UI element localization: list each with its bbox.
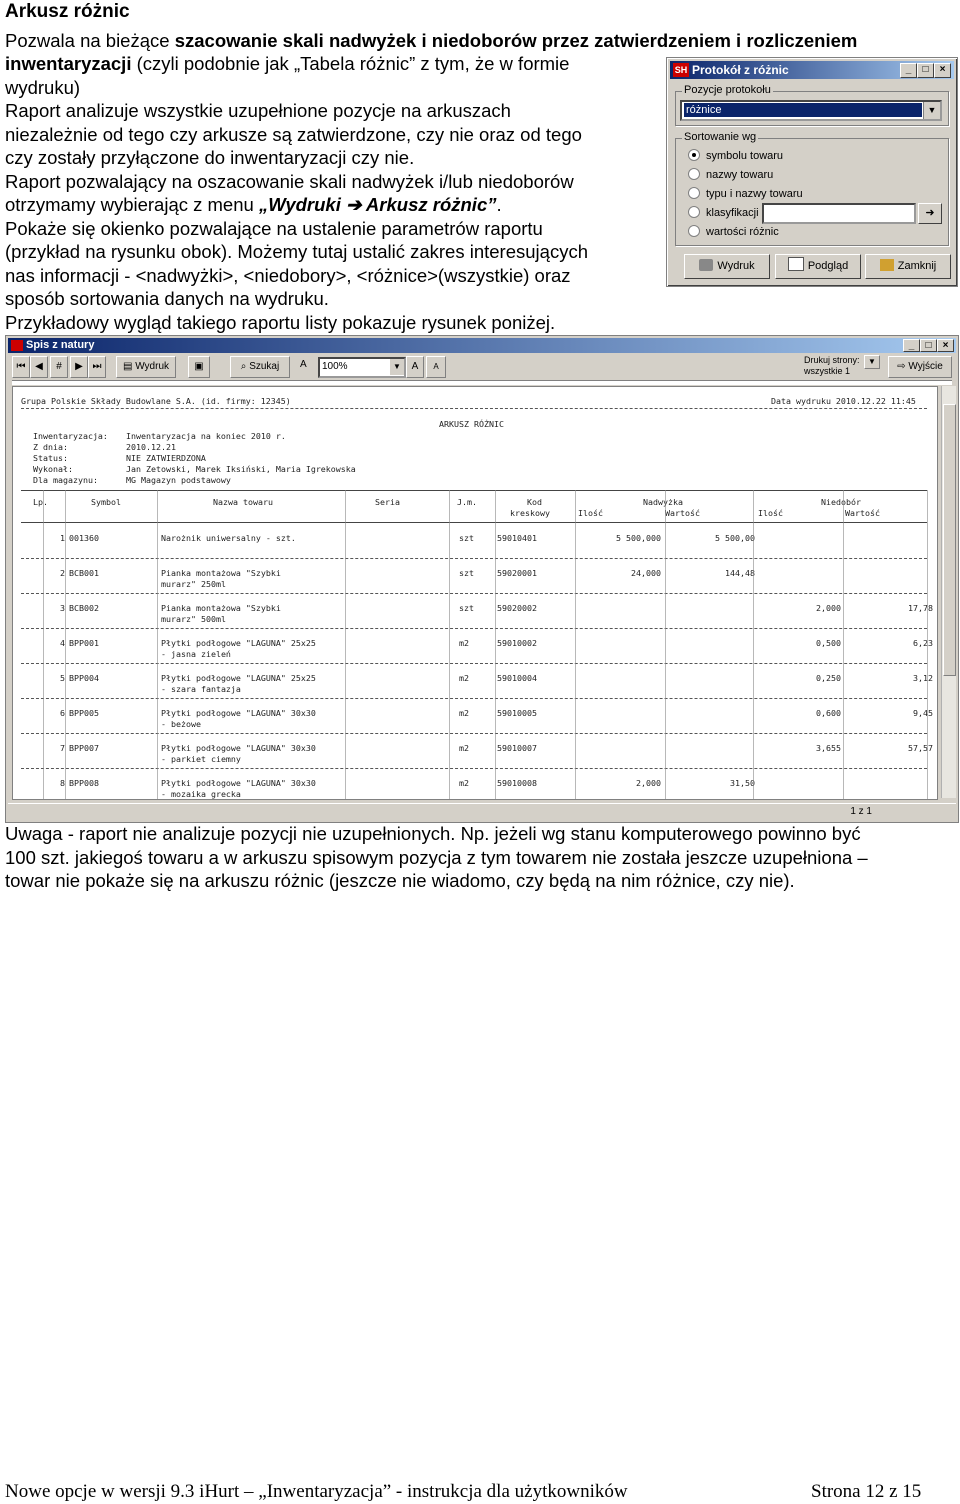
row-name: Pianka montażowa "Szybki — [161, 568, 281, 578]
intro-line-4: Raport analizuje wszystkie uzupełnione pozycje na arkuszach — [5, 100, 511, 121]
intro-line-5: niezależnie od tego czy arkusze są zatwierdzone, czy nie oraz od tego — [5, 124, 582, 145]
print-pages-value[interactable]: wszystkie 1 — [804, 366, 851, 376]
intro-line-7: Raport pozwalający na oszacowanie skali nadwyżek i/lub niedoborów — [5, 171, 574, 192]
toolbar-print-button[interactable]: ▤ Wydruk — [116, 356, 176, 378]
row-dwa: 3,12 — [913, 673, 933, 683]
col-header-value: Wartość — [845, 508, 880, 518]
column-separator — [65, 490, 66, 800]
row-name-2: murarz" 250ml — [161, 579, 226, 589]
printer-icon — [699, 259, 713, 271]
column-separator — [753, 490, 754, 800]
sort-radio-diff-value[interactable]: wartości różnic — [688, 225, 779, 239]
row-name-2: - parkiet ciemny — [161, 754, 241, 764]
sort-group — [675, 131, 949, 246]
report-company: Grupa Polskie Składy Budowlane S.A. (id. firmy: 12345) — [21, 396, 291, 406]
intro-line-2: inwentaryzacji (czyli podobnie jak „Tabela różnic” z tym, że w formie — [5, 53, 570, 74]
positions-group — [675, 84, 949, 126]
row-lp: 5 — [60, 673, 65, 683]
meta-key: Dla magazynu: — [33, 475, 98, 485]
intro-line-3: wydruku) — [5, 77, 81, 98]
column-separator — [843, 490, 844, 800]
positions-combo-value: różnice — [684, 103, 922, 117]
radio-icon — [688, 187, 700, 199]
col-header-name: Nazwa towaru — [213, 497, 273, 507]
column-separator — [157, 490, 158, 800]
chevron-down-icon[interactable]: ▼ — [923, 102, 940, 119]
row-barcode: 59020002 — [497, 603, 537, 613]
preview-title: Spis z natury — [26, 339, 95, 351]
row-name-2: - beżowe — [161, 719, 201, 729]
intro-line-11: nas informacji - <nadwyżki>, <niedobory>, <różnice>(wszystkie) oraz — [5, 265, 571, 286]
row-symbol: BCB002 — [69, 603, 99, 613]
meta-key: Inwentaryzacja: — [33, 431, 108, 441]
column-separator — [449, 490, 450, 800]
row-unit: szt — [459, 603, 474, 613]
note-line-3: towar nie pokaże się na arkuszu różnic (jeszcze nie wiadomo, czy będą na nim różnice, czy nie). — [5, 870, 795, 891]
menu-path: „Wydruki ➔ Arkusz różnic” — [258, 194, 497, 215]
document-icon — [788, 257, 804, 271]
note-line-1: Uwaga - raport nie analizuje pozycji nie uzupełnionych. Np. jeżeli wg stanu komputerowego powinno być — [5, 823, 861, 844]
row-dil: 3,655 — [816, 743, 841, 753]
intro-line-12: sposób sortowania danych na wydruku. — [5, 288, 329, 309]
col-header-symbol: Symbol — [91, 497, 121, 507]
row-dil: 2,000 — [816, 603, 841, 613]
door-icon — [880, 259, 894, 271]
preview-window — [5, 335, 959, 823]
row-barcode: 59010002 — [497, 638, 537, 648]
col-header-surplus: Nadwyżka — [643, 497, 683, 507]
row-name: Płytki podłogowe "LAGUNA" 25x25 — [161, 673, 316, 683]
column-separator — [345, 490, 346, 800]
row-barcode: 59010007 — [497, 743, 537, 753]
page-counter: 1 z 1 — [850, 806, 872, 817]
chevron-down-icon[interactable]: ▼ — [864, 355, 880, 369]
last-page-icon[interactable]: ⏭ — [88, 356, 106, 378]
row-dwa: 6,23 — [913, 638, 933, 648]
col-header-lp: Lp. — [33, 497, 48, 507]
report-print-date: Data wydruku 2010.12.22 11:45 — [771, 396, 916, 406]
row-symbol: BPP005 — [69, 708, 99, 718]
vertical-scrollbar[interactable] — [941, 386, 956, 798]
meta-key: Wykonał: — [33, 464, 73, 474]
row-name: Płytki podłogowe "LAGUNA" 30x30 — [161, 708, 316, 718]
row-nil: 2,000 — [636, 778, 661, 788]
row-nil: 24,000 — [631, 568, 661, 578]
printer-icon: ▤ — [122, 361, 136, 372]
intro-line-13: Przykładowy wygląd takiego raportu listy pokazuje rysunek poniżej. — [5, 312, 556, 333]
row-unit: szt — [459, 568, 474, 578]
row-symbol: BPP004 — [69, 673, 99, 683]
row-lp: 1 — [60, 533, 65, 543]
sort-radio-classification[interactable]: klasyfikacji — [688, 206, 759, 220]
row-barcode: 59010401 — [497, 533, 537, 543]
zoom-fit-icon[interactable]: A — [406, 356, 424, 378]
maximize-icon[interactable]: □ — [920, 339, 937, 352]
row-name: Pianka montażowa "Szybki — [161, 603, 281, 613]
column-separator — [665, 490, 666, 800]
row-lp: 8 — [60, 778, 65, 788]
row-nwa: 5 500,00 — [715, 533, 755, 543]
col-header-series: Seria — [375, 497, 400, 507]
sort-group-label: Sortowanie wg — [684, 131, 757, 143]
radio-icon — [688, 225, 700, 237]
first-page-icon[interactable]: ⏮ — [12, 356, 30, 378]
row-name-2: - mozaika grecka — [161, 789, 241, 799]
col-header-qty: Ilość — [758, 508, 783, 518]
row-dwa: 17,78 — [908, 603, 933, 613]
exit-button[interactable]: ⇨ Wyjście — [888, 356, 952, 378]
app-logo-icon — [11, 340, 23, 351]
report-title: ARKUSZ RÓŻNIC — [439, 419, 504, 429]
positions-combo[interactable] — [680, 100, 942, 121]
meta-value: 2010.12.21 — [126, 442, 176, 452]
dialog-titlebar — [670, 61, 954, 79]
intro-line-8: otrzymamy wybierając z menu „Wydruki ➔ Arkusz różnic”. — [5, 194, 502, 215]
minimize-icon[interactable]: _ — [903, 339, 920, 352]
col-header-shortage: Niedobór — [821, 497, 861, 507]
classification-input[interactable] — [762, 203, 916, 224]
row-unit: m2 — [459, 708, 469, 718]
row-nwa: 31,50 — [730, 778, 755, 788]
divider — [21, 408, 927, 409]
col-header-value: Wartość — [665, 508, 700, 518]
radio-icon — [688, 206, 700, 218]
row-name: Płytki podłogowe "LAGUNA" 30x30 — [161, 743, 316, 753]
scrollbar-thumb[interactable] — [943, 404, 956, 676]
report-page — [12, 386, 938, 800]
column-separator — [575, 490, 576, 800]
row-symbol: BCB001 — [69, 568, 99, 578]
close-button[interactable]: Zamknij — [865, 254, 951, 279]
meta-value: MG Magazyn podstawowy — [126, 475, 231, 485]
row-name-2: murarz" 500ml — [161, 614, 226, 624]
exit-icon: ⇨ — [897, 361, 909, 372]
app-logo-icon: SH — [674, 65, 688, 75]
row-nil: 5 500,000 — [616, 533, 661, 543]
footer-doc-title: Nowe opcje w wersji 9.3 iHurt – „Inwentaryzacja” - instrukcja dla użytkowników — [5, 1481, 628, 1502]
sort-radio-type-name[interactable]: typu i nazwy towaru — [688, 187, 803, 201]
row-barcode: 59010008 — [497, 778, 537, 788]
sort-radio-name[interactable]: nazwy towaru — [688, 168, 773, 182]
print-button[interactable]: Wydruk — [684, 254, 770, 279]
col-header-unit: J.m. — [457, 497, 477, 507]
positions-group-label: Pozycje protokołu — [684, 84, 771, 96]
note-line-2: 100 szt. jakiegoś towaru a w arkuszu spisowym pozycja z tym towarem nie została jeszcze uzupełniona – — [5, 847, 868, 868]
protocol-dialog — [666, 57, 958, 287]
statusbar — [8, 803, 956, 820]
close-icon[interactable]: × — [934, 63, 951, 78]
row-symbol: BPP001 — [69, 638, 99, 648]
row-unit: m2 — [459, 638, 469, 648]
close-icon[interactable]: × — [937, 339, 954, 352]
row-name: Narożnik uniwersalny - szt. — [161, 533, 296, 543]
col-header-barcode-2: kreskowy — [510, 508, 550, 518]
row-name: Płytki podłogowe "LAGUNA" 25x25 — [161, 638, 316, 648]
preview-titlebar — [8, 338, 956, 353]
zoom-100-icon[interactable]: A — [426, 356, 446, 378]
footer-page-number: Strona 12 z 15 — [811, 1481, 922, 1502]
intro-line-10: (przykład na rysunku obok). Możemy tutaj ustalić zakres interesujących — [5, 241, 588, 262]
row-unit: m2 — [459, 743, 469, 753]
row-name-2: - szara fantazja — [161, 684, 241, 694]
intro-line-1: Pozwala na bieżące szacowanie skali nadwyżek i niedoborów przez zatwierdzeniem i rozliczeniem — [5, 30, 858, 51]
sort-radio-symbol[interactable]: symbolu towaru — [688, 149, 783, 163]
page-heading: Arkusz różnic — [5, 1, 130, 22]
row-dwa: 9,45 — [913, 708, 933, 718]
col-header-qty: Ilość — [578, 508, 603, 518]
row-lp: 4 — [60, 638, 65, 648]
preview-toolbar — [8, 354, 956, 378]
preview-button[interactable]: Podgląd — [775, 254, 861, 279]
row-dil: 0,600 — [816, 708, 841, 718]
meta-value: NIE ZATWIERDZONA — [126, 453, 206, 463]
intro-line-6: czy zostały przyłączone do inwentaryzacji czy nie. — [5, 147, 415, 168]
row-dil: 0,500 — [816, 638, 841, 648]
goto-page-icon[interactable]: # — [50, 356, 68, 378]
row-symbol: BPP008 — [69, 778, 99, 788]
row-unit: m2 — [459, 673, 469, 683]
column-separator — [927, 490, 928, 800]
row-name: Płytki podłogowe "LAGUNA" 30x30 — [161, 778, 316, 788]
row-lp: 3 — [60, 603, 65, 613]
row-unit: szt — [459, 533, 474, 543]
column-separator — [43, 490, 44, 800]
chevron-down-icon[interactable]: ▼ — [390, 359, 404, 375]
ruler — [12, 380, 952, 385]
radio-icon — [688, 168, 700, 180]
row-barcode: 59010004 — [497, 673, 537, 683]
minimize-icon[interactable]: _ — [900, 63, 917, 78]
column-separator — [495, 490, 496, 800]
row-nwa: 144,48 — [725, 568, 755, 578]
next-page-icon[interactable]: ▶ — [70, 356, 88, 378]
row-barcode: 59010005 — [497, 708, 537, 718]
row-unit: m2 — [459, 778, 469, 788]
row-dil: 0,250 — [816, 673, 841, 683]
save-icon[interactable]: ▣ — [188, 356, 210, 378]
meta-value: Inwentaryzacja na koniec 2010 r. — [126, 431, 286, 441]
meta-key: Z dnia: — [33, 442, 68, 452]
prev-page-icon[interactable]: ◀ — [30, 356, 48, 378]
col-header-barcode: Kod — [527, 497, 542, 507]
row-lp: 6 — [60, 708, 65, 718]
zoom-select[interactable]: 100% ▼ — [318, 357, 406, 378]
intro-line-9: Pokaże się okienko pozwalające na ustalenie parametrów raportu — [5, 218, 543, 239]
classification-picker-icon[interactable]: ➜ — [918, 203, 942, 224]
search-icon: ⌕ — [240, 361, 250, 372]
row-name-2: - jasna zieleń — [161, 649, 231, 659]
row-dwa: 57,57 — [908, 743, 933, 753]
row-lp: 7 — [60, 743, 65, 753]
print-pages-label: Drukuj strony: — [804, 355, 860, 365]
row-symbol: 001360 — [69, 533, 99, 543]
row-lp: 2 — [60, 568, 65, 578]
maximize-icon[interactable]: □ — [917, 63, 934, 78]
row-barcode: 59020001 — [497, 568, 537, 578]
dialog-title: Protokół z różnic — [692, 63, 789, 77]
zoom-icon: A — [300, 359, 307, 370]
row-symbol: BPP007 — [69, 743, 99, 753]
meta-value: Jan Zetowski, Marek Iksiński, Maria Igrekowska — [126, 464, 356, 474]
toolbar-search-button[interactable]: ⌕ Szukaj — [230, 356, 290, 378]
meta-key: Status: — [33, 453, 68, 463]
radio-selected-icon — [688, 149, 700, 161]
